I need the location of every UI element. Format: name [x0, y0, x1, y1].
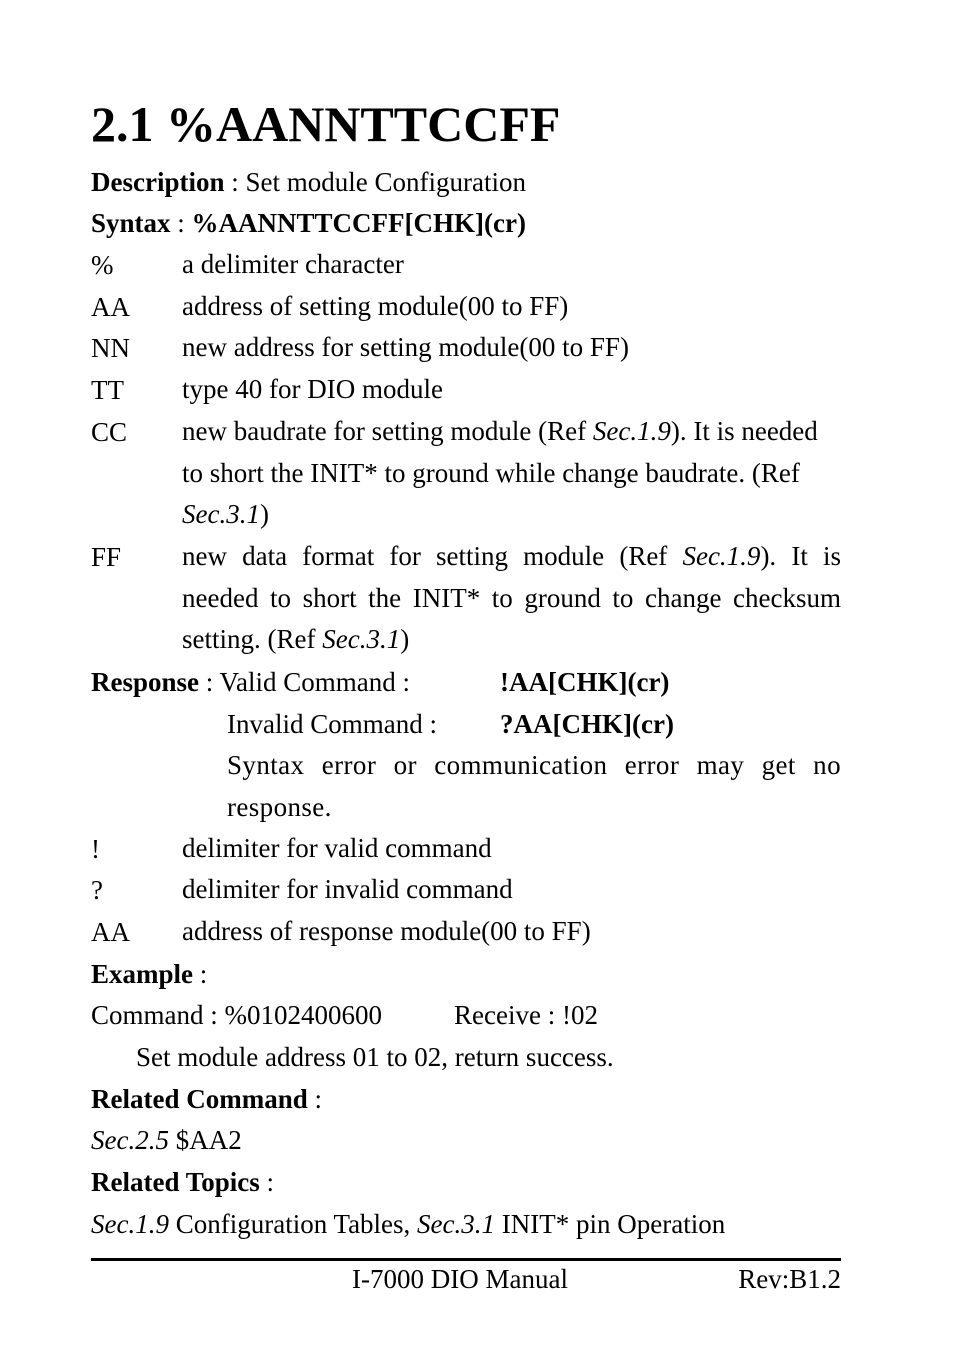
- related-command-label: Related Command: [91, 1084, 308, 1114]
- related-topics-line: [91, 1166, 274, 1198]
- footer-divider: [91, 1258, 841, 1261]
- syntax-line: [91, 207, 526, 239]
- related-topics-sep: :: [259, 1167, 275, 1197]
- related-topics-text: Configuration Tables,: [168, 1209, 418, 1239]
- param-desc-text: ). It is needed to short the INIT* to ground while change baudrate. (Ref: [182, 416, 818, 488]
- description-text: : Set module Configuration: [224, 167, 526, 197]
- ref-sec-2-5: Sec.2.5: [91, 1125, 169, 1155]
- response-line: [91, 666, 410, 698]
- ref-sec-3-1: Sec.3.1: [322, 624, 401, 655]
- example-receive: Receive : !02: [454, 1000, 598, 1030]
- response-invalid-label: Invalid Command :: [227, 709, 437, 739]
- param-desc: type 40 for DIO module: [182, 374, 443, 405]
- response-param-term: AA: [91, 917, 130, 947]
- example-note: Set module address 01 to 02, return success.: [136, 1042, 614, 1072]
- description-label: Description: [91, 167, 225, 197]
- related-command-item: [91, 1124, 242, 1156]
- related-topics-text: INIT* pin Operation: [495, 1209, 726, 1239]
- param-desc: [182, 411, 841, 536]
- example-command: Command : %0102400600: [91, 1000, 382, 1030]
- param-desc: address of setting module(00 to FF): [182, 291, 569, 322]
- param-term: TT: [91, 375, 124, 405]
- ref-sec-1-9: Sec.1.9: [592, 416, 671, 447]
- related-topics-item: [91, 1208, 725, 1240]
- syntax-value: %AANNTTCCFF[CHK](cr): [191, 208, 526, 238]
- footer-manual-title: I-7000 DIO Manual: [352, 1264, 568, 1294]
- description-line: [91, 166, 526, 198]
- section-title: 2.1 %AANNTTCCFF: [91, 96, 561, 152]
- param-desc-text: ): [400, 624, 410, 655]
- param-desc: [182, 536, 841, 661]
- param-desc: new address for setting module(00 to FF): [182, 332, 629, 363]
- footer-revision: Rev:B1.2: [738, 1264, 841, 1294]
- ref-sec-3-1: Sec.3.1: [182, 499, 260, 530]
- param-desc-text: ): [259, 499, 269, 530]
- ref-sec-1-9: Sec.1.9: [682, 541, 761, 572]
- response-param-desc: delimiter for valid command: [182, 833, 492, 864]
- response-param-desc: delimiter for invalid command: [182, 874, 513, 905]
- param-desc: a delimiter character: [182, 249, 404, 280]
- example-label: Example: [91, 959, 194, 989]
- example-sep: :: [193, 959, 208, 989]
- response-param-term: ?: [91, 875, 103, 905]
- param-term: AA: [91, 292, 130, 322]
- example-line: [91, 958, 207, 990]
- param-term: NN: [91, 333, 130, 363]
- related-command-sep: :: [307, 1084, 323, 1114]
- response-param-desc: address of response module(00 to FF): [182, 916, 591, 947]
- response-valid-value: !AA[CHK](cr): [500, 667, 670, 697]
- syntax-label: Syntax: [91, 208, 171, 238]
- param-term: %: [91, 250, 114, 280]
- related-command-line: [91, 1083, 322, 1115]
- ref-sec-3-1: Sec.3.1: [417, 1209, 496, 1239]
- response-note: Syntax error or communication error may get no response.: [227, 750, 841, 822]
- param-term: CC: [91, 417, 128, 447]
- param-desc-text: new data format for setting module (Ref: [182, 541, 683, 572]
- response-label: Response: [91, 667, 200, 697]
- response-param-term: !: [91, 834, 100, 864]
- ref-sec-1-9: Sec.1.9: [91, 1209, 169, 1239]
- related-topics-label: Related Topics: [91, 1167, 260, 1197]
- response-invalid-value: ?AA[CHK](cr): [500, 709, 674, 739]
- related-command-text: $AA2: [168, 1125, 242, 1155]
- param-desc-text: ). It is needed to short the INIT* to ground to change checksum setting. (Ref: [182, 541, 841, 655]
- param-term: FF: [91, 542, 122, 572]
- param-desc-text: new baudrate for setting module (Ref: [182, 416, 593, 447]
- syntax-sep: :: [170, 208, 192, 238]
- response-valid-label: : Valid Command :: [199, 667, 411, 697]
